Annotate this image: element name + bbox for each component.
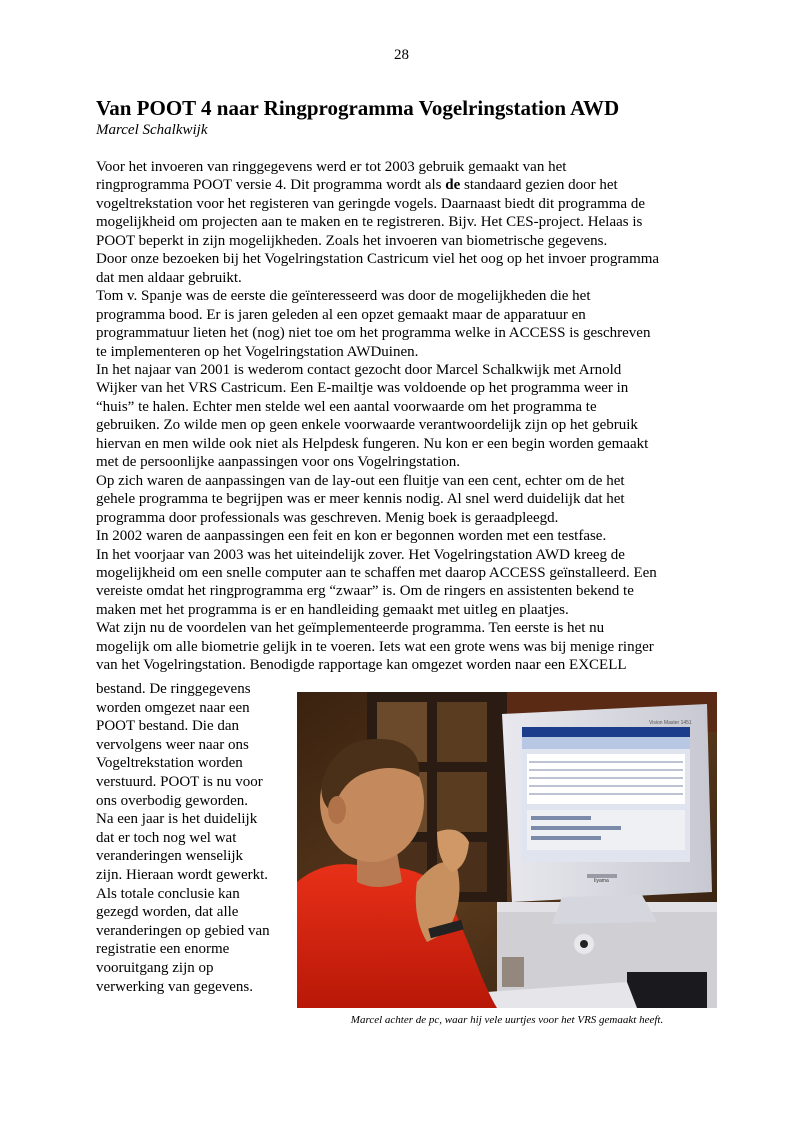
body-line: Door onze bezoeken bij het Vogelringstation Castricum viel het oog op het invoer programma: [96, 251, 660, 268]
body-line: verstuurd. POOT is nu voor: [96, 773, 263, 790]
body-line: Als totale conclusie kan: [96, 885, 240, 902]
body-line: mogelijkheid om projecten aan te maken en te registreren. Bijv. Het CES-project. Helaas is: [96, 214, 643, 231]
body-line: programmatuur lieten het (nog) niet toe om het programma welke in ACCESS is geschreven: [96, 325, 651, 342]
body-line: dat men aldaar gebruikt.: [96, 269, 242, 286]
body-line: vogeltrekstation voor het registeren van geringde vogels. Daarnaast biedt dit programma de: [96, 195, 645, 212]
body-line: vereiste omdat het ringprogramma erg “zwaar” is. Om de ringers en assistenten bekend te: [96, 583, 634, 600]
article-body: [96, 158, 720, 675]
body-line: van het Vogelringstation. Benodigde rapportage kan omgezet worden naar een EXCELL: [96, 657, 627, 674]
body-line: met de persoonlijke aanpassingen voor ons Vogelringstation.: [96, 454, 460, 471]
body-line: In het najaar van 2001 is wederom contact gezocht door Marcel Schalkwijk met Arnold: [96, 361, 622, 378]
body-line: Op zich waren de aanpassingen van de lay-out een fluitje van een cent, echter om de het: [96, 472, 625, 489]
body-line: maken met het programma is er en handleiding gemaakt met uitleg en plaatjes.: [96, 601, 569, 618]
body-line: verwerking van gegevens.: [96, 978, 254, 995]
photo-caption: Marcel achter de pc, waar hij vele uurtjes voor het VRS gemaakt heeft.: [350, 1014, 664, 1026]
body-line: dat er toch nog wel wat: [96, 829, 237, 846]
monitor-model-text: Vision Master 1451: [649, 720, 692, 726]
body-line: worden omgezet naar een: [96, 699, 250, 716]
body-line: programma door professionals was geschreven. Menig boek is geraadpleegd.: [96, 509, 559, 526]
article-body-wrapped: [96, 680, 296, 996]
body-line: “huis” te halen. Echter men stelde wel een aantal voorwaarde om het programma te: [96, 398, 597, 415]
body-line: gebruiken. Zo wilde men op geen enkele voorwaarde verantwoordelijk zijn op het gebruik: [96, 417, 638, 434]
body-line: POOT bestand. Die dan: [96, 718, 240, 735]
body-line: gehele programma te begrijpen was er meer kennis nodig. Al snel werd duidelijk dat het: [96, 491, 625, 508]
body-line: bestand. De ringgegevens: [96, 681, 251, 697]
body-line: Vogeltrekstation worden: [96, 755, 243, 772]
body-line: In het voorjaar van 2003 was het uiteindelijk zover. Het Vogelringstation AWD kreeg de: [96, 546, 625, 563]
body-line: te implementeren op het Vogelringstation AWDuinen.: [96, 343, 419, 360]
article-author: Marcel Schalkwijk: [96, 122, 208, 138]
monitor-brand-text: Iiyama: [594, 878, 609, 884]
body-line: ons overbodig geworden.: [96, 792, 249, 809]
body-line: In 2002 waren de aanpassingen een feit en kon er begonnen worden met een testfase.: [96, 528, 607, 545]
body-line: veranderingen wenselijk: [96, 848, 244, 865]
page-number: 28: [394, 47, 409, 63]
body-line: mogelijk om alle biometrie gelijk in te voeren. Iets wat een grote wens was bij menige ringer: [96, 638, 654, 655]
body-line: mogelijkheid om een snelle computer aan te schaffen met daarop ACCESS geïnstalleerd. Een: [96, 564, 657, 581]
body-line: registratie een enorme: [96, 941, 230, 958]
body-line: programma bood. Er is jaren geleden al een opzet gemaakt maar de apparatuur en: [96, 306, 586, 323]
body-line: POOT beperkt in zijn mogelijkheden. Zoals het invoeren van biometrische gegevens.: [96, 232, 608, 249]
body-line: hiervan en men wilde ook niet als Helpdesk fungeren. Nu kon er een begin worden gemaakt: [96, 435, 649, 452]
body-line: Na een jaar is het duidelijk: [96, 811, 258, 828]
bold-word: de: [445, 177, 461, 194]
body-line: vervolgens weer naar ons: [96, 736, 249, 753]
body-line: Voor het invoeren van ringgegevens werd er tot 2003 gebruik gemaakt van het: [96, 159, 567, 175]
body-line: Tom v. Spanje was de eerste die geïnteresseerd was door de mogelijkheden die het: [96, 288, 591, 305]
body-line: ringprogramma POOT versie 4. Dit programma wordt als de standaard gezien door het: [96, 177, 618, 194]
article-photo: [297, 692, 717, 1008]
body-line: vooruitgang zijn op: [96, 959, 214, 976]
article-title: Van POOT 4 naar Ringprogramma Vogelringstation AWD: [96, 96, 620, 120]
body-line: Wat zijn nu de voordelen van het geïmplementeerde programma. Ten eerste is het nu: [96, 620, 605, 637]
body-line: zijn. Hieraan wordt gewerkt.: [96, 866, 269, 883]
body-line: gezegd worden, dat alle: [96, 904, 239, 921]
body-line: Wijker van het VRS Castricum. Een E-mailtje was voldoende op het programma weer in: [96, 380, 629, 397]
body-line: veranderingen op gebied van: [96, 922, 270, 939]
